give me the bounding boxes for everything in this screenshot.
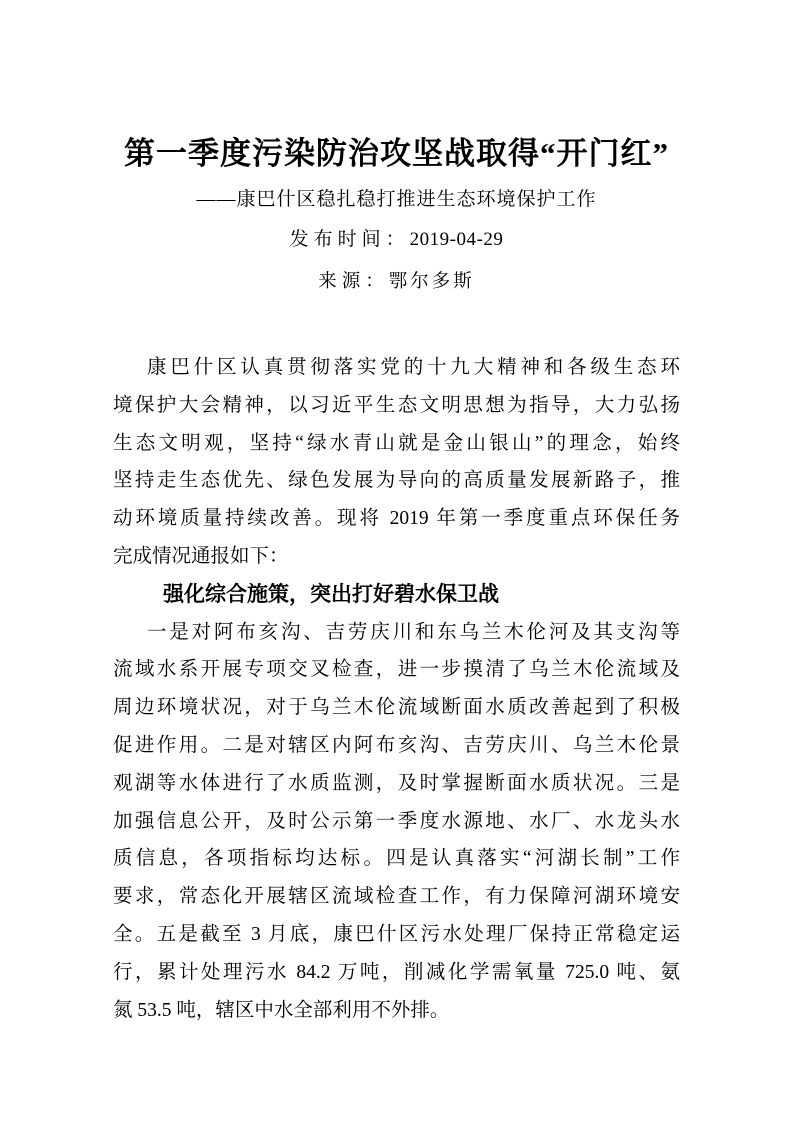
body-text-line: 流域水系开展专项交叉检查，进一步摸清了乌兰木伦流域及	[113, 659, 680, 681]
body-text-line: 加强信息公开，及时公示第一季度水源地、水厂、水龙头水	[113, 810, 680, 832]
publish-date-label: 发布时间：	[289, 229, 410, 250]
body-text-line: 动环境质量持续改善。现将 2019 年第一季度重点环保任务	[113, 508, 680, 530]
document-body	[113, 349, 680, 1029]
publish-date-line	[0, 227, 793, 253]
body-text-line: 境保护大会精神，以习近平生态文明思想为指导，大力弘扬	[113, 394, 680, 416]
source-label: 来源：	[318, 272, 389, 292]
source-line	[0, 269, 793, 295]
page-title: 第一季度污染防治攻坚战取得“开门红”	[124, 136, 669, 171]
body-text-line: 促进作用。二是对辖区内阿布亥沟、吉劳庆川、乌兰木伦景	[113, 734, 680, 756]
section-heading: 强化综合施策，突出打好碧水保卫战	[163, 582, 499, 606]
document-subtitle: ——康巴什区稳扎稳打推进生态环境保护工作	[196, 189, 597, 210]
body-text-line: 氮 53.5 吨，辖区中水全部利用不外排。	[113, 999, 450, 1021]
body-text-line: 要求，常态化开展辖区流域检查工作，有力保障河湖环境安	[113, 886, 680, 908]
source-value: 鄂尔多斯	[388, 272, 475, 292]
body-text-line: 坚持走生态优先、绿色发展为导向的高质量发展新路子，推	[113, 470, 680, 492]
body-text-line: 全。五是截至 3 月底，康巴什区污水处理厂保持正常稳定运	[113, 923, 680, 945]
body-text-line: 完成情况通报如下：	[113, 545, 289, 567]
body-text-line: 质信息，各项指标均达标。四是认真落实“河湖长制”工作	[113, 848, 680, 870]
publish-date-value: 2019-04-29	[409, 229, 504, 250]
body-text-line: 行，累计处理污水 84.2 万吨，削减化学需氧量 725.0 吨、氨	[113, 961, 680, 983]
body-text-line: 周边环境状况，对于乌兰木伦流域断面水质改善起到了积极	[113, 697, 680, 719]
body-text-line: 观湖等水体进行了水质监测，及时掌握断面水质状况。三是	[113, 772, 680, 794]
body-text-line: 康巴什区认真贯彻落实党的十九大精神和各级生态环	[147, 357, 680, 378]
body-text-line: 一是对阿布亥沟、吉劳庆川和东乌兰木伦河及其支沟等	[147, 621, 680, 643]
body-text-line: 生态文明观，坚持“绿水青山就是金山银山”的理念，始终	[113, 432, 680, 454]
